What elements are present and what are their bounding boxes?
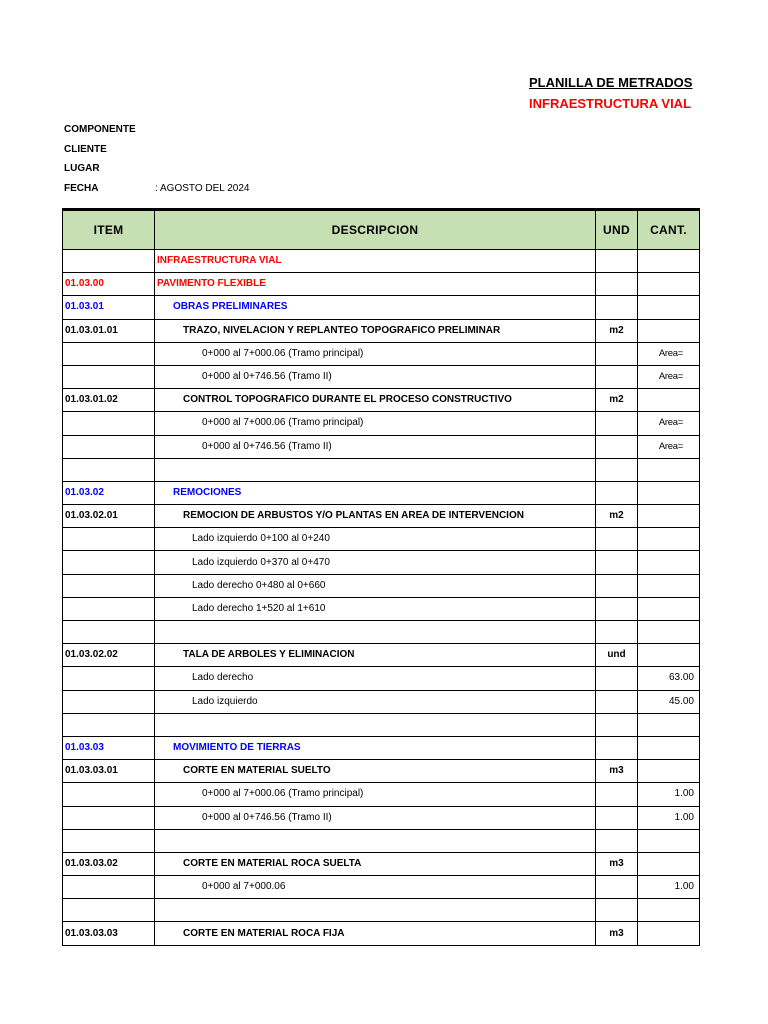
item-code-cell: 01.03.01: [63, 296, 155, 319]
item-code-cell: [63, 458, 155, 481]
unit-cell: [596, 273, 638, 296]
unit-cell: [596, 551, 638, 574]
table-row: [63, 760, 700, 783]
quantity-cell: [638, 458, 700, 481]
quantity-cell: [638, 899, 700, 922]
unit-cell: [596, 690, 638, 713]
item-code-cell: 01.03.03.02: [63, 852, 155, 875]
item-code-cell: [63, 621, 155, 644]
description-cell: Lado derecho: [155, 667, 596, 690]
description-cell: 0+000 al 0+746.56 (Tramo II): [155, 435, 596, 458]
unit-cell: [596, 713, 638, 736]
quantity-cell: [638, 713, 700, 736]
unit-cell: [596, 296, 638, 319]
meta-row-fecha: [64, 181, 364, 201]
unit-cell: [596, 783, 638, 806]
description-cell: [155, 829, 596, 852]
meta-row-cliente: [64, 142, 364, 162]
meta-row-lugar: [64, 161, 364, 181]
meta-label: COMPONENTE: [64, 124, 136, 135]
meta-label: FECHA: [64, 182, 99, 194]
quantity-cell: [638, 597, 700, 620]
table-row: [63, 736, 700, 759]
unit-cell: [596, 667, 638, 690]
item-code-cell: [63, 597, 155, 620]
quantity-cell: [638, 481, 700, 504]
header-cant: CANT.: [638, 210, 700, 250]
table-row: [63, 876, 700, 899]
table-row: [63, 250, 700, 273]
unit-cell: [596, 528, 638, 551]
table-row: [63, 481, 700, 504]
unit-cell: m3: [596, 852, 638, 875]
quantity-cell: Area=: [638, 342, 700, 365]
description-cell: CORTE EN MATERIAL SUELTO: [155, 760, 596, 783]
description-cell: CORTE EN MATERIAL ROCA FIJA: [155, 922, 596, 945]
item-code-cell: [63, 574, 155, 597]
description-cell: INFRAESTRUCTURA VIAL: [155, 250, 596, 273]
table-row: [63, 505, 700, 528]
description-cell: CONTROL TOPOGRAFICO DURANTE EL PROCESO CONSTRUCTIVO: [155, 389, 596, 412]
unit-cell: [596, 574, 638, 597]
meta-value: : AGOSTO DEL 2024: [155, 182, 250, 194]
item-code-cell: [63, 342, 155, 365]
item-code-cell: [63, 690, 155, 713]
item-code-cell: 01.03.02: [63, 481, 155, 504]
meta-label: LUGAR: [64, 163, 100, 174]
description-cell: REMOCIONES: [155, 481, 596, 504]
item-code-cell: 01.03.00: [63, 273, 155, 296]
description-cell: TALA DE ARBOLES Y ELIMINACION: [155, 644, 596, 667]
table-row: [63, 458, 700, 481]
table-row: [63, 829, 700, 852]
table-row: [63, 690, 700, 713]
quantity-cell: [638, 644, 700, 667]
table-row: [63, 806, 700, 829]
table-row: [63, 551, 700, 574]
item-code-cell: 01.03.03: [63, 736, 155, 759]
table-row: [63, 597, 700, 620]
description-cell: TRAZO, NIVELACION Y REPLANTEO TOPOGRAFICO PRELIMINAR: [155, 319, 596, 342]
unit-cell: [596, 806, 638, 829]
description-cell: 0+000 al 7+000.06 (Tramo principal): [155, 412, 596, 435]
item-code-cell: [63, 412, 155, 435]
quantity-cell: [638, 389, 700, 412]
quantity-cell: [638, 551, 700, 574]
description-cell: Lado derecho 1+520 al 1+610: [155, 597, 596, 620]
description-cell: Lado izquierdo 0+100 al 0+240: [155, 528, 596, 551]
quantity-cell: [638, 250, 700, 273]
unit-cell: m3: [596, 760, 638, 783]
item-code-cell: [63, 551, 155, 574]
description-cell: [155, 713, 596, 736]
unit-cell: [596, 481, 638, 504]
item-code-cell: 01.03.01.02: [63, 389, 155, 412]
header-descripcion: DESCRIPCION: [155, 210, 596, 250]
quantity-cell: 1.00: [638, 783, 700, 806]
table-row: [63, 922, 700, 945]
quantity-cell: 1.00: [638, 806, 700, 829]
table-row: [63, 667, 700, 690]
meta-row-componente: [64, 122, 364, 142]
table-row: [63, 389, 700, 412]
table-row: [63, 783, 700, 806]
quantity-cell: 45.00: [638, 690, 700, 713]
quantity-cell: Area=: [638, 435, 700, 458]
item-code-cell: [63, 250, 155, 273]
table-row: [63, 574, 700, 597]
header-und: UND: [596, 210, 638, 250]
header: [529, 74, 692, 112]
unit-cell: [596, 365, 638, 388]
table-row: [63, 621, 700, 644]
item-code-cell: [63, 876, 155, 899]
quantity-cell: [638, 505, 700, 528]
description-cell: 0+000 al 7+000.06 (Tramo principal): [155, 342, 596, 365]
item-code-cell: [63, 528, 155, 551]
description-cell: MOVIMIENTO DE TIERRAS: [155, 736, 596, 759]
quantity-cell: [638, 273, 700, 296]
unit-cell: und: [596, 644, 638, 667]
table-row: [63, 852, 700, 875]
quantity-cell: [638, 574, 700, 597]
description-cell: [155, 899, 596, 922]
unit-cell: [596, 876, 638, 899]
table-row: [63, 296, 700, 319]
unit-cell: m2: [596, 389, 638, 412]
unit-cell: [596, 736, 638, 759]
description-cell: [155, 621, 596, 644]
table-row: [63, 412, 700, 435]
quantity-cell: 1.00: [638, 876, 700, 899]
table-row: [63, 713, 700, 736]
description-cell: PAVIMENTO FLEXIBLE: [155, 273, 596, 296]
quantity-cell: [638, 852, 700, 875]
item-code-cell: 01.03.02.02: [63, 644, 155, 667]
quantity-cell: [638, 922, 700, 945]
item-code-cell: [63, 365, 155, 388]
table-body: [63, 250, 700, 946]
table-row: [63, 342, 700, 365]
description-cell: 0+000 al 0+746.56 (Tramo II): [155, 365, 596, 388]
table-row: [63, 899, 700, 922]
table-row: [63, 644, 700, 667]
item-code-cell: [63, 806, 155, 829]
item-code-cell: 01.03.03.01: [63, 760, 155, 783]
description-cell: Lado izquierdo: [155, 690, 596, 713]
item-code-cell: [63, 435, 155, 458]
item-code-cell: [63, 899, 155, 922]
quantity-cell: [638, 296, 700, 319]
item-code-cell: 01.03.03.03: [63, 922, 155, 945]
table-row: [63, 435, 700, 458]
description-cell: REMOCION DE ARBUSTOS Y/O PLANTAS EN AREA DE INTERVENCION: [155, 505, 596, 528]
table-row: [63, 319, 700, 342]
quantity-cell: [638, 528, 700, 551]
table-row: [63, 365, 700, 388]
quantity-cell: [638, 736, 700, 759]
description-cell: 0+000 al 7+000.06 (Tramo principal): [155, 783, 596, 806]
meta-block: [64, 122, 364, 200]
unit-cell: [596, 435, 638, 458]
unit-cell: [596, 250, 638, 273]
unit-cell: [596, 342, 638, 365]
item-code-cell: [63, 783, 155, 806]
description-cell: 0+000 al 0+746.56 (Tramo II): [155, 806, 596, 829]
quantity-cell: Area=: [638, 412, 700, 435]
description-cell: Lado derecho 0+480 al 0+660: [155, 574, 596, 597]
description-cell: Lado izquierdo 0+370 al 0+470: [155, 551, 596, 574]
unit-cell: [596, 412, 638, 435]
page-subtitle: INFRAESTRUCTURA VIAL: [529, 96, 692, 111]
unit-cell: m3: [596, 922, 638, 945]
page-title: PLANILLA DE METRADOS: [529, 75, 693, 90]
item-code-cell: 01.03.02.01: [63, 505, 155, 528]
quantity-cell: [638, 319, 700, 342]
item-code-cell: [63, 713, 155, 736]
table-row: [63, 273, 700, 296]
unit-cell: [596, 597, 638, 620]
description-cell: 0+000 al 7+000.06: [155, 876, 596, 899]
unit-cell: m2: [596, 505, 638, 528]
quantity-cell: [638, 621, 700, 644]
item-code-cell: [63, 667, 155, 690]
quantity-cell: 63.00: [638, 667, 700, 690]
quantity-cell: [638, 760, 700, 783]
header-item: ITEM: [63, 210, 155, 250]
unit-cell: [596, 899, 638, 922]
quantity-cell: Area=: [638, 365, 700, 388]
unit-cell: m2: [596, 319, 638, 342]
table-row: [63, 528, 700, 551]
description-cell: [155, 458, 596, 481]
item-code-cell: 01.03.01.01: [63, 319, 155, 342]
unit-cell: [596, 829, 638, 852]
metrados-table: [62, 208, 700, 946]
unit-cell: [596, 458, 638, 481]
description-cell: OBRAS PRELIMINARES: [155, 296, 596, 319]
table-header-row: [63, 210, 700, 250]
meta-label: CLIENTE: [64, 143, 107, 155]
description-cell: CORTE EN MATERIAL ROCA SUELTA: [155, 852, 596, 875]
item-code-cell: [63, 829, 155, 852]
quantity-cell: [638, 829, 700, 852]
unit-cell: [596, 621, 638, 644]
